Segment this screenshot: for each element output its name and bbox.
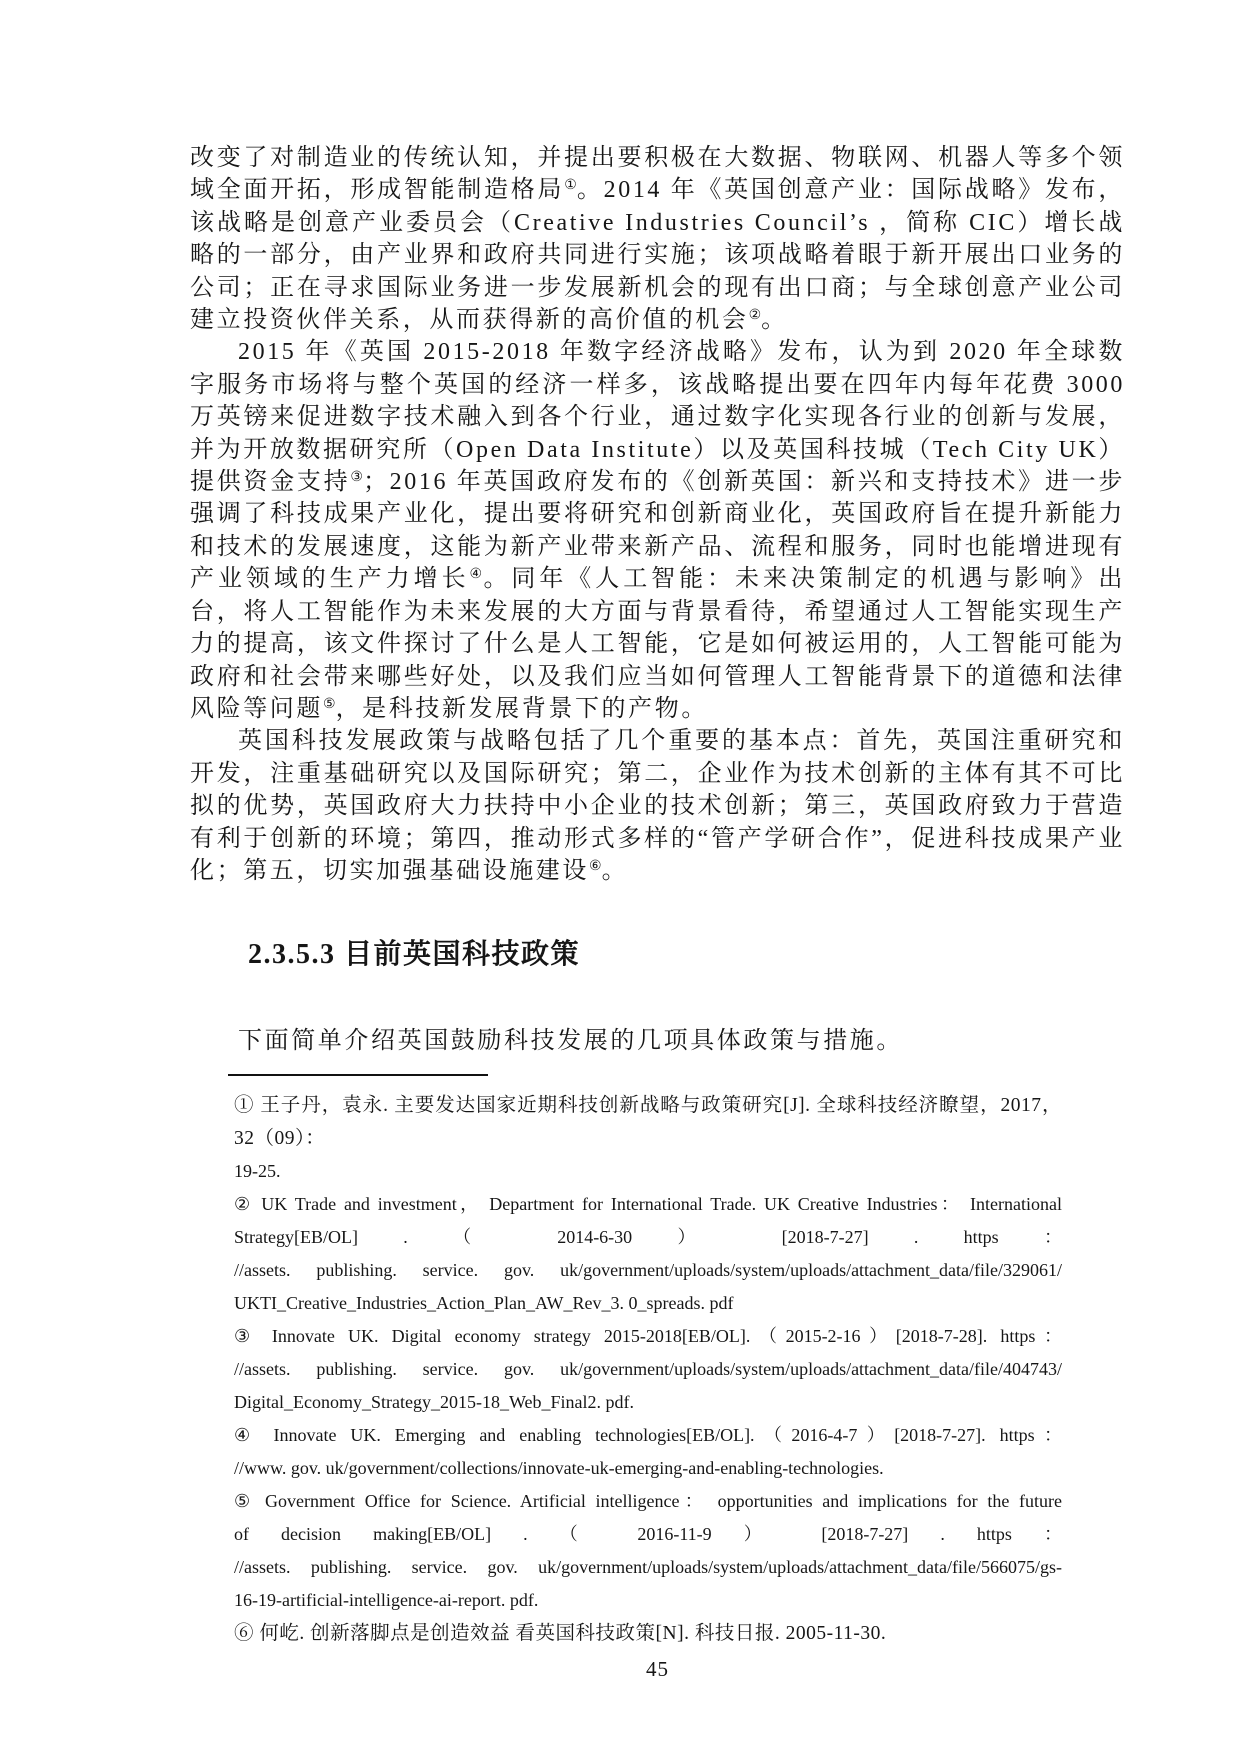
footnote-separator [228, 1074, 488, 1076]
body-text [190, 142, 1125, 887]
footnote-line: //assets. publishing. service. gov. uk/government/uploads/system/uploads/attachment_data/file/329061/ [234, 1259, 1062, 1280]
footnote-line: //www. gov. uk/government/collections/innovate-uk-emerging-and-enabling-technologies. [234, 1457, 884, 1478]
footnote-line: ⑥ 何屹. 创新落脚点是创造效益 看英国科技政策[N]. 科技日报. 2005-11-30. [234, 1622, 887, 1644]
footnote [234, 1485, 1062, 1617]
footnote-line: ① 王子丹，袁永. 主要发达国家近期科技创新战略与政策研究[J]. 全球科技经济瞭望，2017，32（09）： [234, 1094, 1062, 1149]
footnote [234, 1419, 1062, 1485]
text-segment: ；2016 年英国政府发布的《创新英国：新兴和支持技术》进一步强调了科技成果产业化，提出要将研究和创新商业化，英国政府旨在提升新能力和技术的发展速度，这能为新产业带来新产品、流程和服务，同时也能增进现有产业领域的生产力增长 [190, 469, 1125, 593]
footnote-line: ④ Innovate UK. Emerging and enabling technologies[EB/OL].（2016-4-7）[2018-7-27]. https： [234, 1424, 1062, 1445]
footnote [234, 1617, 1062, 1650]
text-segment: 英国科技发展政策与战略包括了几个重要的基本点：首先，英国注重研究和开发，注重基础研究以及国际研究；第二，企业作为技术创新的主体有其不可比拟的优势，英国政府大力扶持中小企业的技术创新；第三，英国政府致力于营造有利于创新的环境；第四，推动形式多样的“管产学研合作”，促进科技成果产业化；第五，切实加强基础设施建设 [190, 728, 1125, 884]
footnote-line: 16-19-artificial-intelligence-ai-report. pdf. [234, 1589, 539, 1610]
footnote-line: ② UK Trade and investment， Department for International Trade. UK Creative Industries： International [234, 1193, 1062, 1214]
footnote [234, 1188, 1062, 1320]
body-paragraph [190, 336, 1125, 725]
text-segment: 。 [601, 857, 629, 884]
text-segment: 。同年《人工智能：未来决策制定的机遇与影响》出台，将人工智能作为未来发展的大方面与背景看待，希望通过人工智能实现生产力的提高，该文件探讨了什么是人工智能，它是如何被运用的，人工智能可能为政府和社会带来哪些好处，以及我们应当如何管理人工智能背景下的道德和法律风险等问题 [190, 566, 1125, 722]
footnote-line: //assets. publishing. service. gov. uk/government/uploads/system/uploads/attachment_data/file/566075/gs- [234, 1556, 1062, 1577]
footnote [234, 1320, 1062, 1419]
footnote-marker: ⑤ [323, 696, 336, 712]
footnote-line: ⑤ Government Office for Science. Artificial intelligence： opportunities and implications for the future [234, 1490, 1062, 1511]
footnote-line: Strategy[EB/OL] . （ 2014-6-30 ） [2018-7-27] . https ： [234, 1226, 1062, 1247]
section-heading: 2.3.5.3 目前英国科技政策 [248, 939, 581, 971]
footnote-marker: ③ [350, 470, 364, 486]
footnotes [234, 1089, 1062, 1650]
text-segment: 2015 年《英国 2015-2018 年数字经济战略》发布，认为到 2020 年全球数字服务市场将与整个英国的经济一样多，该战略提出要在四年内每年花费 3000 万英镑来促进数字技术融入到各个行业，通过数字化实现各行业的创新与发展，并为开放数据研究所（Open Data Institute）以及英国科技城（Tech City UK）提供资金支持 [190, 339, 1125, 496]
footnote-line: ③ Innovate UK. Digital economy strategy 2015-2018[EB/OL].（2015-2-16）[2018-7-28]. https： [234, 1325, 1062, 1346]
text-segment: 。2014 年《英国创意产业：国际战略》发布，该战略是创意产业委员会（Creative Industries Council’s ，简称 CIC）增长战略的一部分，由产业界和政府共同进行实施；该项战略着眼于新开展出口业务的公司；正在寻求国际业务进一步发展新机会的现有出口商；与全球创意产业公司建立投资伙伴关系，从而获得新的高价值的机会 [190, 177, 1125, 334]
footnote-line: 19-25. [234, 1160, 281, 1181]
footnote-line: //assets. publishing. service. gov. uk/government/uploads/system/uploads/attachment_data/file/404743/ [234, 1358, 1062, 1379]
body-paragraph [190, 725, 1125, 887]
text-segment: 改变了对制造业的传统认知，并提出要积极在大数据、物联网、机器人等多个领域全面开拓，形成智能制造格局 [190, 145, 1125, 204]
footnote-marker: ④ [469, 567, 484, 583]
footnote-line: Digital_Economy_Strategy_2015-18_Web_Final2. pdf. [234, 1391, 634, 1412]
footnote-marker: ⑥ [589, 858, 602, 874]
section-intro: 下面简单介绍英国鼓励科技发展的几项具体政策与措施。 [238, 1028, 903, 1055]
body-paragraph [190, 142, 1125, 336]
footnote-marker: ② [748, 308, 762, 324]
text-segment: ，是科技新发展背景下的产物。 [335, 695, 708, 722]
text-segment: 。 [761, 307, 788, 334]
page-content [190, 142, 1125, 1682]
footnote-line: UKTI_Creative_Industries_Action_Plan_AW_Rev_3. 0_spreads. pdf [234, 1292, 734, 1313]
page-number: 45 [646, 1656, 669, 1681]
footnote-marker: ① [564, 178, 577, 194]
footnote-line: of decision making[EB/OL] . （ 2016-11-9 ） [2018-7-27] . https ： [234, 1523, 1062, 1544]
footnote [234, 1089, 1062, 1188]
